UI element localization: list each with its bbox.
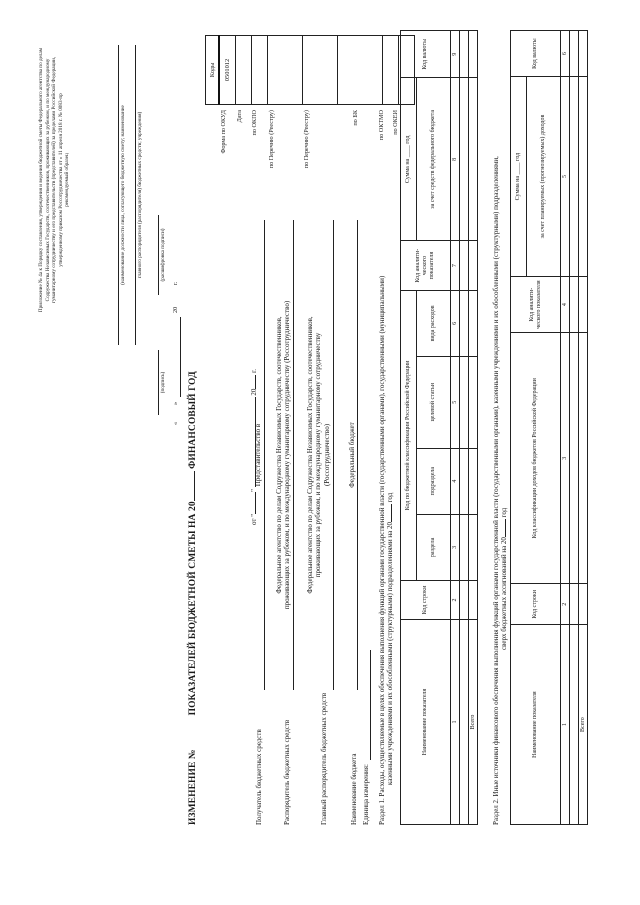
recipient-value: Представительство в (254, 423, 262, 487)
codes-header: Коды (206, 36, 220, 105)
s1-col-currency: Код валюты (401, 31, 451, 78)
annex-line: Приложение № 4а к Порядку составления, утверждения и ведения бюджетной сметы Федерального агентства по делам (38, 47, 44, 313)
s1-col-bk-group: Код по бюджетной классификации Российской Федерации (401, 290, 417, 580)
annex-line: утвержденному приказом Россотрудничества от « 11 апреля 2018 г. № 0083-пр (57, 93, 64, 267)
manager-label: Распорядитель бюджетных средств (283, 719, 291, 825)
bk-label: по БК (352, 110, 359, 126)
oktmo-label: по ОКТМО (378, 110, 385, 141)
s1-col-target: целевой статьи (417, 357, 451, 448)
okud-label: Форма по ОКУД (220, 110, 227, 154)
approver-line (118, 45, 119, 345)
chief-value: Федеральное агентство по делам Содружества Независимых Государств, соотечественников, проживающих за рубежом, и по международному гуманитарному сотрудничеству (Россотрудничество) (306, 316, 331, 594)
okpo-code (252, 36, 268, 105)
bk-code (338, 36, 383, 105)
registry-code-2 (303, 36, 338, 105)
unit-line (370, 650, 371, 760)
recipient-line (264, 220, 265, 690)
s2-col-income-class: Код классификации доходов бюджетов Российской Федерации (511, 333, 561, 584)
recipient-label: Получатель бюджетных средств (255, 729, 263, 825)
s2-col-name: Наименование показателя (511, 625, 561, 825)
s1-col-sum-fed: за счет средств федерального бюджета (417, 78, 451, 241)
s1-col-analytic: Код аналити-ческого показателя (401, 241, 451, 290)
approve-date-close: » (172, 401, 179, 405)
unit-label: Единица измерения: (362, 764, 370, 825)
section2-heading-line1: Раздел 2. Иные источники финансового обеспечения выполнения функций органами государственной власти (государственными органами), казенными учреждениями и их обособленными (структурными) подразделениями, (492, 156, 500, 825)
budget-value: Федеральный бюджет (348, 422, 356, 488)
s2-total-label: Всего (579, 625, 588, 825)
s1-col-razdel: раздела (417, 514, 451, 580)
approve-year-prefix: 20 (172, 306, 179, 313)
s1-total-row (469, 31, 478, 825)
s1-number-row: 1 2 3 4 5 6 7 8 9 (451, 31, 460, 825)
chief-line (333, 220, 334, 690)
section1-heading: Раздел 1. Расходы, осуществляемые в целях обеспечения выполнения функций органами государственной власти (государственными органами), государственными (муниципальными) казенными учреждениями и их обособленными (структурными) подразделениями на 20 год (378, 5, 395, 825)
registry-label-2: по Перечню (Реестру) (303, 110, 310, 169)
s2-col-sum-planned: за счет планируемых (прогнозируемых) доходов (527, 77, 561, 277)
s1-col-podrazdel: подраздела (417, 448, 451, 514)
date-label: Дата (236, 110, 243, 123)
approver-line-2 (135, 45, 136, 345)
s1-col-exptype: вида расходов (417, 290, 451, 356)
manager-line (293, 220, 294, 690)
s1-total-label: Всего (469, 619, 478, 824)
approve-month-line (180, 317, 181, 397)
annex-line: рекомендуемый образец (64, 153, 70, 207)
decoding-caption: (расшифровка подписи) (160, 228, 166, 282)
signature-line (158, 350, 159, 415)
okud-code: 0501012 (219, 36, 236, 105)
section1-heading-line1: Раздел 1. Расходы, осуществляемые в целях обеспечения выполнения функций органами государственной власти (государственными органами), государственными (муниципальными) (378, 275, 386, 825)
registry-label-1: по Перечню (Реестру) (268, 110, 275, 169)
s2-data-row (570, 31, 579, 825)
section1-table (400, 30, 478, 825)
annex-line: Содружества Независимых Государств, соотечественников, проживающих за рубежом, и по международному (44, 58, 51, 302)
approve-date-open: « (172, 421, 179, 425)
annex-note (38, 15, 71, 345)
okpo-label: по ОКПО (251, 110, 258, 136)
s2-total-row (579, 31, 588, 825)
s2-number-row: 1 2 3 4 5 6 (561, 31, 570, 825)
registry-code-1 (268, 36, 303, 105)
decoding-line (158, 215, 159, 295)
annex-line: гуманитарному сотрудничеству и его представительств (представителей) за пределами Российской Федерации, (51, 56, 57, 304)
manager-value: Федеральное агентство по делам Содружества Независимых Государств, соотечественников, проживающих за рубежом, и по международному гуманитарному сотрудничеству (Россотрудничество) (275, 300, 292, 610)
s1-data-row (460, 31, 469, 825)
okei-label: по ОКЕИ (392, 110, 399, 135)
budget-line (357, 220, 358, 690)
s2-col-analytic: Код аналити-ческого показателя (511, 276, 561, 332)
page-title: ИЗМЕНЕНИЕ №ПОКАЗАТЕЛЕЙ БЮДЖЕТНОЙ СМЕТЫ НА 20 ФИНАНСОВЫЙ ГОД (188, 371, 198, 825)
s2-col-currency: Код валюты (511, 31, 561, 77)
change-date: от "" 20 г. (250, 368, 258, 525)
s2-col-sum-group: Сумма на ____ год (511, 77, 527, 277)
approver-caption: (наименование должности лица, согласующего бюджетную смету; наименование (120, 105, 126, 285)
s2-col-line-code: Код строки (511, 584, 561, 625)
approver-caption-2: главного распорядителя (распорядителя) бюджетных средств; учреждения) (137, 111, 143, 279)
budget-label: Наименование бюджета (350, 753, 358, 825)
chief-label: Главный распорядитель бюджетных средств (320, 692, 328, 825)
date-code (236, 36, 252, 105)
approve-year-suffix: г. (172, 281, 179, 285)
s1-col-line-code: Код строки (401, 581, 451, 620)
signature-caption: (подпись) (160, 371, 166, 394)
s1-col-sum-group: Сумма на ____ год (401, 78, 417, 241)
section2-heading: Раздел 2. Иные источники финансового обеспечения выполнения функций органами государственной власти (государственными органами), казенными учреждениями и их обособленными (структурными) подразделениями, сверх бюджетных ассигнований на 20 год (492, 5, 509, 825)
section2-table (510, 30, 588, 825)
s1-col-name: Наименование показателя (401, 619, 451, 824)
